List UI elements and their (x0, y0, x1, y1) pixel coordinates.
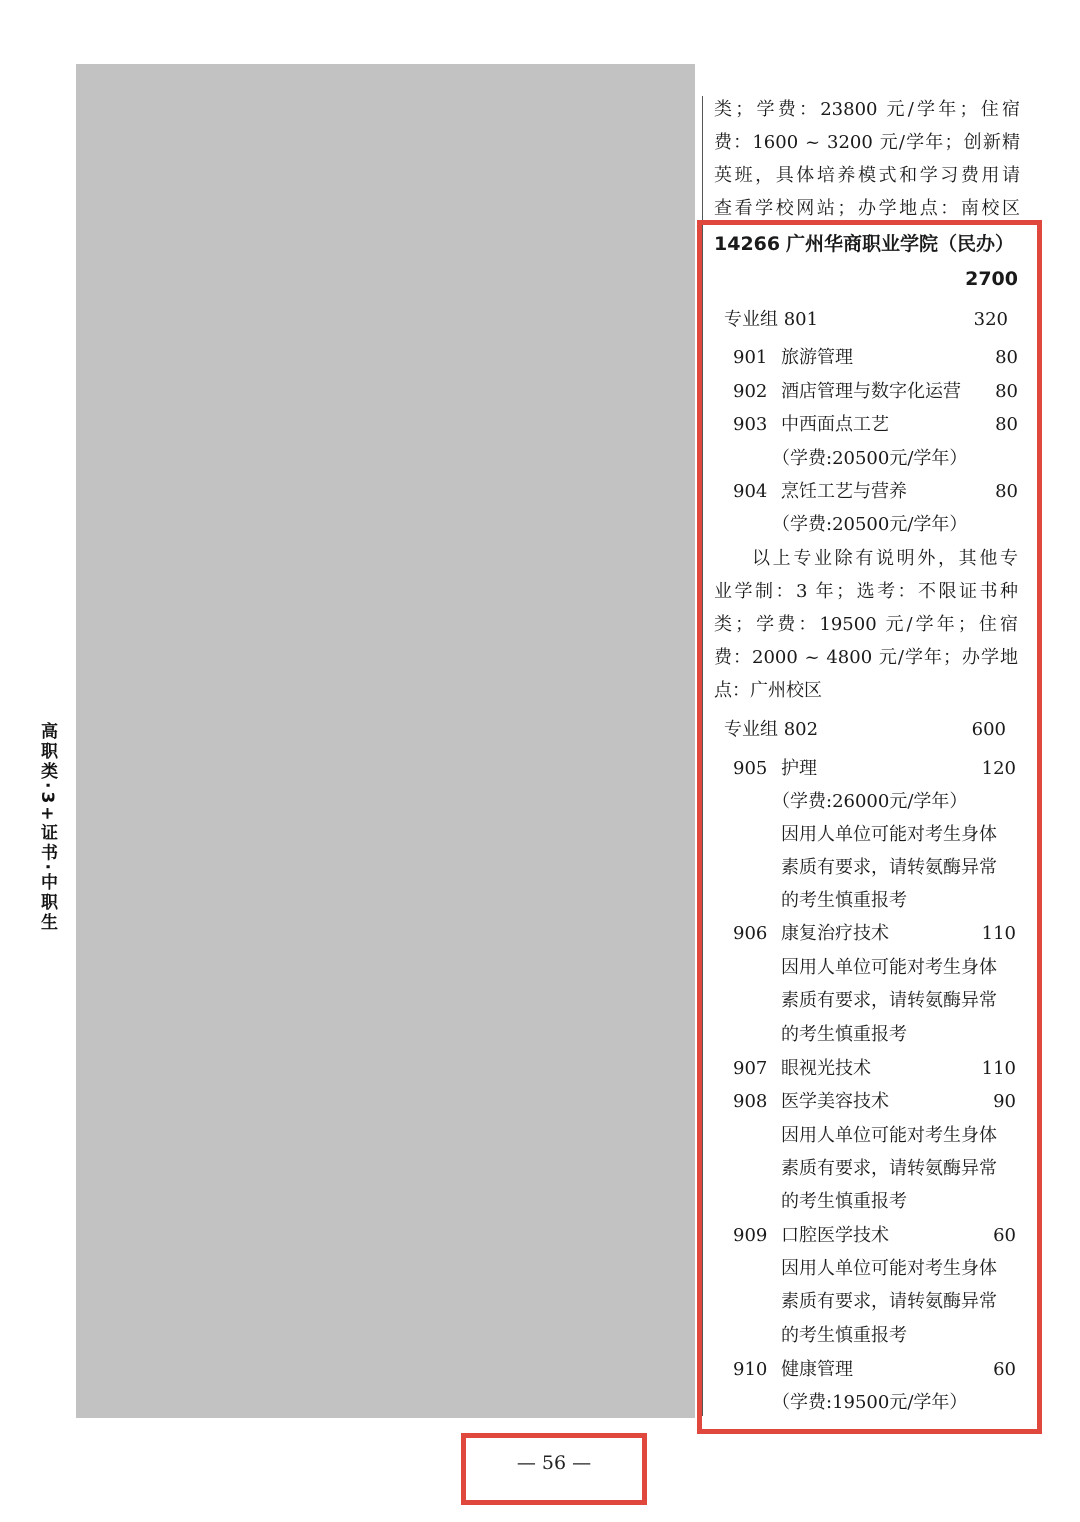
group-801-count: 320 (973, 309, 1008, 330)
major-count: 80 (995, 414, 1018, 435)
school-name: 广州华商职业学院（民办） (786, 233, 1015, 255)
major-fee-note: （学费:20500元/学年） (772, 514, 968, 535)
major-count: 80 (995, 381, 1018, 402)
major-name: 医学美容技术 (781, 1091, 889, 1112)
major-code: 906 (733, 923, 768, 944)
health-note-line: 素质有要求，请转氨酶异常 (781, 1158, 997, 1179)
intro-line: 查看学校网站；办学地点：南校区 (714, 198, 1020, 219)
major-count: 110 (981, 923, 1016, 944)
highlight-box-page-number (461, 1433, 647, 1505)
group-desc-line: 点：广州校区 (714, 680, 822, 701)
major-code: 907 (733, 1058, 768, 1079)
group-802-label: 专业组 802 (724, 719, 819, 740)
highlight-box-school (697, 220, 1042, 1434)
major-name: 健康管理 (781, 1359, 853, 1380)
major-name: 康复治疗技术 (781, 923, 889, 944)
health-note-line: 素质有要求，请转氨酶异常 (781, 990, 997, 1011)
page-number: — 56 — (516, 1452, 592, 1474)
major-count: 110 (981, 1058, 1016, 1079)
major-fee-note: （学费:26000元/学年） (772, 791, 968, 812)
group-802-count: 600 (971, 719, 1006, 740)
major-count: 60 (993, 1359, 1016, 1380)
major-name: 中西面点工艺 (781, 414, 889, 435)
major-name: 烹饪工艺与营养 (781, 481, 907, 502)
health-note-line: 因用人单位可能对考生身体 (781, 1258, 997, 1279)
health-note-line: 因用人单位可能对考生身体 (781, 1125, 997, 1146)
side-section-label: 高职类·3+证书·中职生 (37, 722, 57, 933)
major-code: 901 (733, 347, 768, 368)
major-fee-note: （学费:20500元/学年） (772, 448, 968, 469)
school-code: 14266 (714, 233, 781, 255)
major-name: 旅游管理 (781, 347, 853, 368)
major-code: 905 (733, 758, 768, 779)
major-count: 60 (993, 1225, 1016, 1246)
major-code: 909 (733, 1225, 768, 1246)
group-desc-line: 类；学费：19500 元/学年；住宿 (714, 614, 1018, 635)
major-count: 80 (995, 347, 1018, 368)
major-code: 902 (733, 381, 768, 402)
major-name: 口腔医学技术 (781, 1225, 889, 1246)
health-note-line: 素质有要求，请转氨酶异常 (781, 1291, 997, 1312)
major-code: 903 (733, 414, 768, 435)
major-fee-note: （学费:19500元/学年） (772, 1392, 968, 1413)
group-desc-line: 以上专业除有说明外，其他专 (752, 548, 1018, 569)
redacted-page-area (76, 64, 695, 1418)
intro-line: 费：1600 ~ 3200 元/学年；创新精 (714, 132, 1020, 153)
major-code: 904 (733, 481, 768, 502)
intro-line: 类；学费：23800 元/学年；住宿 (714, 99, 1020, 120)
major-name: 护理 (781, 758, 817, 779)
health-note-line: 的考生慎重报考 (781, 890, 907, 911)
major-count: 90 (993, 1091, 1016, 1112)
group-desc-line: 费：2000 ~ 4800 元/学年；办学地 (714, 647, 1018, 668)
major-count: 80 (995, 481, 1018, 502)
school-total: 2700 (965, 268, 1018, 290)
group-desc-line: 业学制：3 年；选考：不限证书种 (714, 581, 1018, 602)
health-note-line: 因用人单位可能对考生身体 (781, 957, 997, 978)
health-note-line: 的考生慎重报考 (781, 1191, 907, 1212)
major-code: 910 (733, 1359, 768, 1380)
health-note-line: 的考生慎重报考 (781, 1325, 907, 1346)
major-count: 120 (981, 758, 1016, 779)
health-note-line: 因用人单位可能对考生身体 (781, 824, 997, 845)
health-note-line: 的考生慎重报考 (781, 1024, 907, 1045)
group-801-label: 专业组 801 (724, 309, 819, 330)
major-name: 眼视光技术 (781, 1058, 871, 1079)
health-note-line: 素质有要求，请转氨酶异常 (781, 857, 997, 878)
major-code: 908 (733, 1091, 768, 1112)
major-name: 酒店管理与数字化运营 (781, 381, 961, 402)
intro-line: 英班，具体培养模式和学习费用请 (714, 165, 1020, 186)
